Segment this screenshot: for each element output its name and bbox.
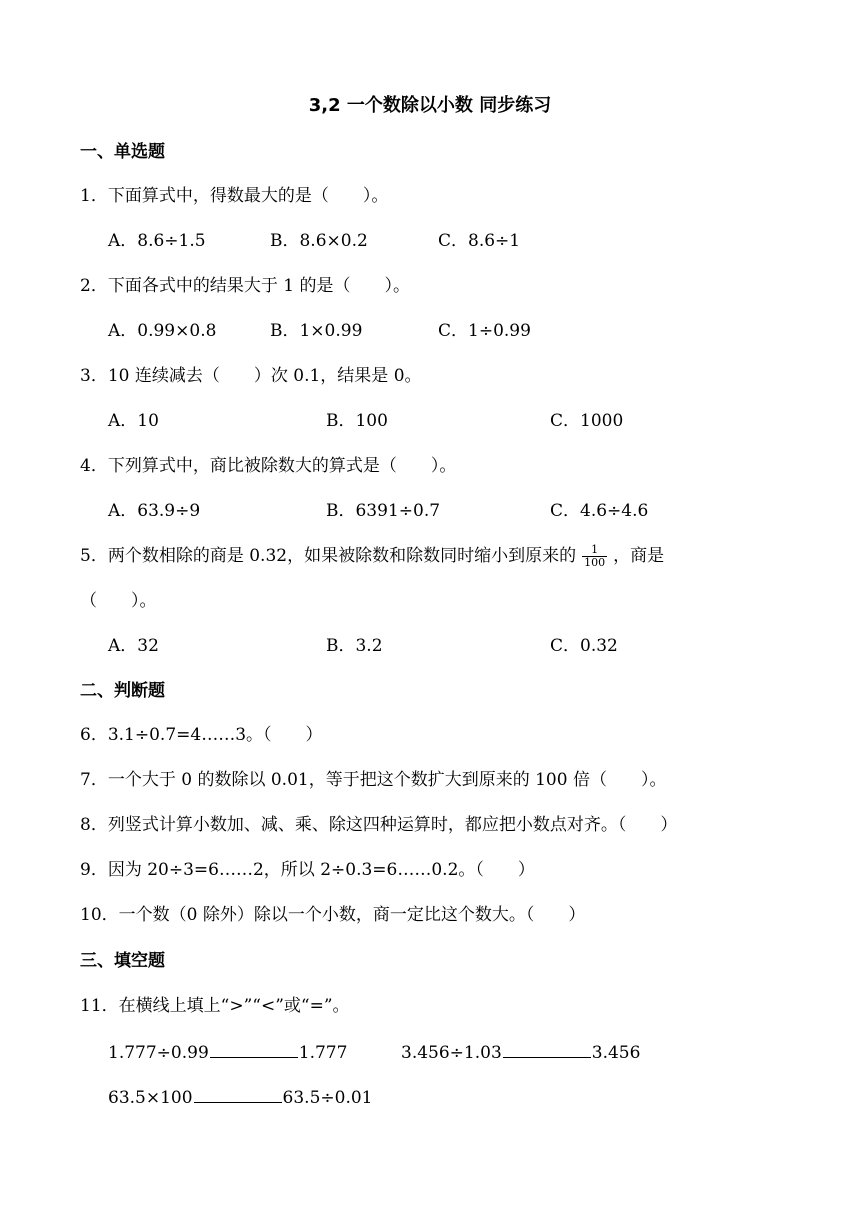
question-10: 10．一个数（0 除外）除以一个小数，商一定比这个数大。（ ） <box>80 905 586 925</box>
q3-option-b: B．100 <box>326 411 388 431</box>
comparison-3-right: 63.5÷0.01 <box>282 1088 373 1108</box>
q5-option-b: B．3.2 <box>326 636 383 656</box>
question-7: 7．一个大于 0 的数除以 0.01，等于把这个数扩大到原来的 100 倍（ ）。 <box>80 770 667 790</box>
q5-text-before: 5．两个数相除的商是 0.32，如果被除数和除数同时缩小到原来的 <box>80 546 577 566</box>
question-11: 11．在横线上填上“>”“<”或“=”。 <box>80 996 350 1016</box>
comparison-1 <box>108 1041 347 1064</box>
question-3: 3．10 连续减去（ ）次 0.1，结果是 0。 <box>80 366 422 386</box>
question-5 <box>80 542 664 570</box>
question-9: 9．因为 20÷3=6……2，所以 2÷0.3=6……0.2。（ ） <box>80 860 535 880</box>
comparison-2-left: 3.456÷1.03 <box>401 1043 502 1063</box>
q4-option-c: C．4.6÷4.6 <box>550 501 649 521</box>
page-title: 3,2 一个数除以小数 同步练习 <box>308 95 552 116</box>
section-heading-single-choice: 一、单选题 <box>80 142 165 162</box>
q1-option-c: C．8.6÷1 <box>438 231 521 251</box>
q2-option-c: C．1÷0.99 <box>438 321 531 341</box>
question-8: 8．列竖式计算小数加、减、乘、除这四种运算时，都应把小数点对齐。（ ） <box>80 815 678 835</box>
q1-option-a: A．8.6÷1.5 <box>108 231 206 251</box>
q4-option-b: B．6391÷0.7 <box>326 501 441 521</box>
q3-option-a: A．10 <box>108 411 159 431</box>
question-2: 2．下面各式中的结果大于 1 的是（ ）。 <box>80 276 410 296</box>
fraction-numerator: 1 <box>582 544 607 557</box>
q4-option-a: A．63.9÷9 <box>108 501 201 521</box>
answer-blank-2[interactable] <box>503 1041 591 1058</box>
question-1: 1．下面算式中，得数最大的是（ ）。 <box>80 186 389 206</box>
comparison-3 <box>108 1086 373 1109</box>
comparison-1-right: 1.777 <box>298 1043 348 1063</box>
question-6: 6．3.1÷0.7=4……3。（ ） <box>80 725 323 745</box>
q3-option-c: C．1000 <box>550 411 624 431</box>
question-4: 4．下列算式中，商比被除数大的算式是（ ）。 <box>80 456 457 476</box>
q5-option-a: A．32 <box>108 636 159 656</box>
fraction-denominator: 100 <box>584 556 606 569</box>
comparison-2 <box>401 1041 640 1064</box>
comparison-3-left: 63.5×100 <box>108 1088 193 1108</box>
question-5-line-2: （ ）。 <box>80 591 157 611</box>
answer-blank-1[interactable] <box>210 1041 298 1058</box>
comparison-1-left: 1.777÷0.99 <box>108 1043 209 1063</box>
answer-blank-3[interactable] <box>194 1086 282 1103</box>
section-heading-true-false: 二、判断题 <box>80 681 165 701</box>
q5-option-c: C．0.32 <box>550 636 618 656</box>
section-heading-fill-blank: 三、填空题 <box>80 951 165 971</box>
q5-text-after: ，商是 <box>613 546 665 566</box>
comparison-2-right: 3.456 <box>591 1043 641 1063</box>
q2-option-b: B．1×0.99 <box>270 321 363 341</box>
fraction-one-hundredth <box>582 544 607 569</box>
q2-option-a: A．0.99×0.8 <box>108 321 217 341</box>
q1-option-b: B．8.6×0.2 <box>270 231 368 251</box>
